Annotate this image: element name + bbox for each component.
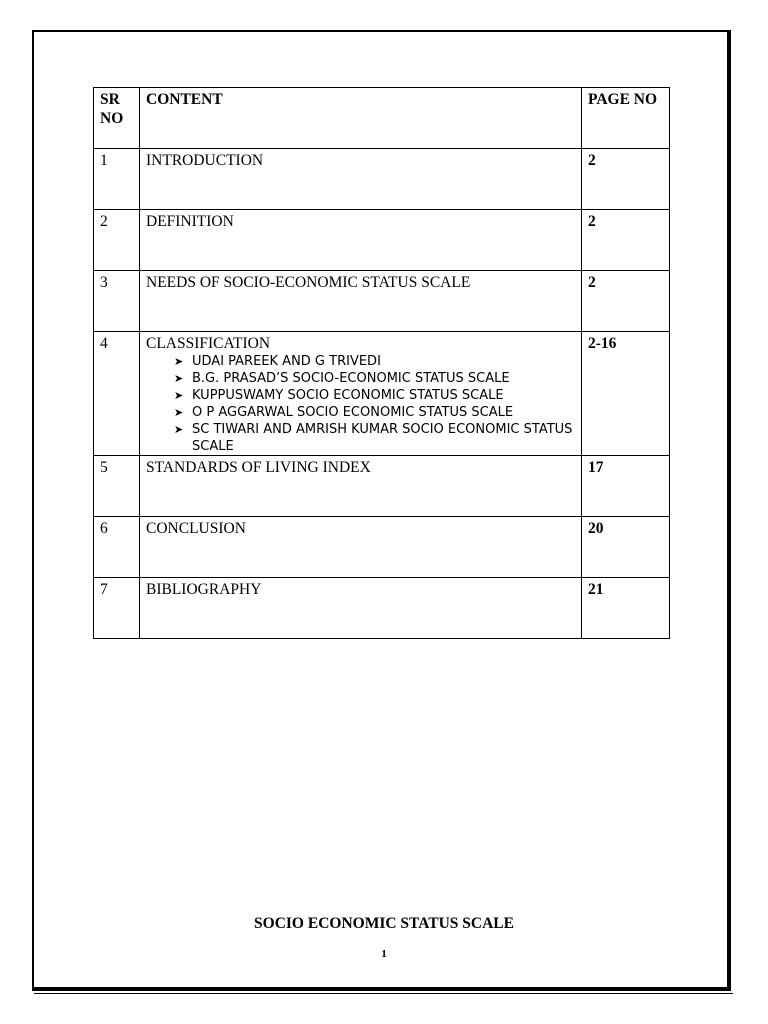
row-page: 2 [582,210,670,271]
row-page: 2 [582,149,670,210]
row-content: NEEDS OF SOCIO-ECONOMIC STATUS SCALE [140,271,582,332]
subitem-label: UDAI PAREEK AND G TRIVEDI [192,354,381,369]
list-item [174,404,575,421]
arrowhead-bullet-icon: ➤ [174,372,184,385]
table-row [94,271,670,332]
table-row [94,210,670,271]
row-page: 21 [582,578,670,639]
row-content: STANDARDS OF LIVING INDEX [140,456,582,517]
arrowhead-bullet-icon: ➤ [174,423,184,436]
table-row [94,149,670,210]
row-sr-no: 5 [94,456,140,517]
row-sr-no: 7 [94,578,140,639]
list-item [174,353,575,370]
header-page-no: PAGE NO [582,88,670,149]
header-content: CONTENT [140,88,582,149]
row-page: 2-16 [582,332,670,456]
row-page: 2 [582,271,670,332]
list-item [174,387,575,404]
row-sr-no: 6 [94,517,140,578]
arrowhead-bullet-icon: ➤ [174,355,184,368]
row-content-cell [140,332,582,456]
table-row [94,456,670,517]
row-content: INTRODUCTION [140,149,582,210]
table-row [94,517,670,578]
classification-subitems [146,353,575,455]
page-number: 1 [381,948,387,960]
row-sr-no: 3 [94,271,140,332]
table-row [94,332,670,456]
table-of-contents [93,87,670,639]
row-content: BIBLIOGRAPHY [140,578,582,639]
table-row [94,578,670,639]
row-page: 17 [582,456,670,517]
row-sr-no: 4 [94,332,140,456]
row-page: 20 [582,517,670,578]
subitem-label: KUPPUSWAMY SOCIO ECONOMIC STATUS SCALE [192,388,504,403]
document-title: SOCIO ECONOMIC STATUS SCALE [254,915,514,932]
arrowhead-bullet-icon: ➤ [174,406,184,419]
list-item [174,421,575,455]
header-sr-no: SR NO [94,88,140,149]
row-content: CLASSIFICATION [146,335,271,352]
subitem-label: SC TIWARI AND AMRISH KUMAR SOCIO ECONOMIC STATUS SCALE [192,422,573,454]
table-header-row [94,88,670,149]
row-content: CONCLUSION [140,517,582,578]
arrowhead-bullet-icon: ➤ [174,389,184,402]
subitem-label: O P AGGARWAL SOCIO ECONOMIC STATUS SCALE [192,405,514,420]
row-content: DEFINITION [140,210,582,271]
row-sr-no: 2 [94,210,140,271]
subitem-label: B.G. PRASAD’S SOCIO-ECONOMIC STATUS SCALE [192,371,510,386]
row-sr-no: 1 [94,149,140,210]
list-item [174,370,575,387]
